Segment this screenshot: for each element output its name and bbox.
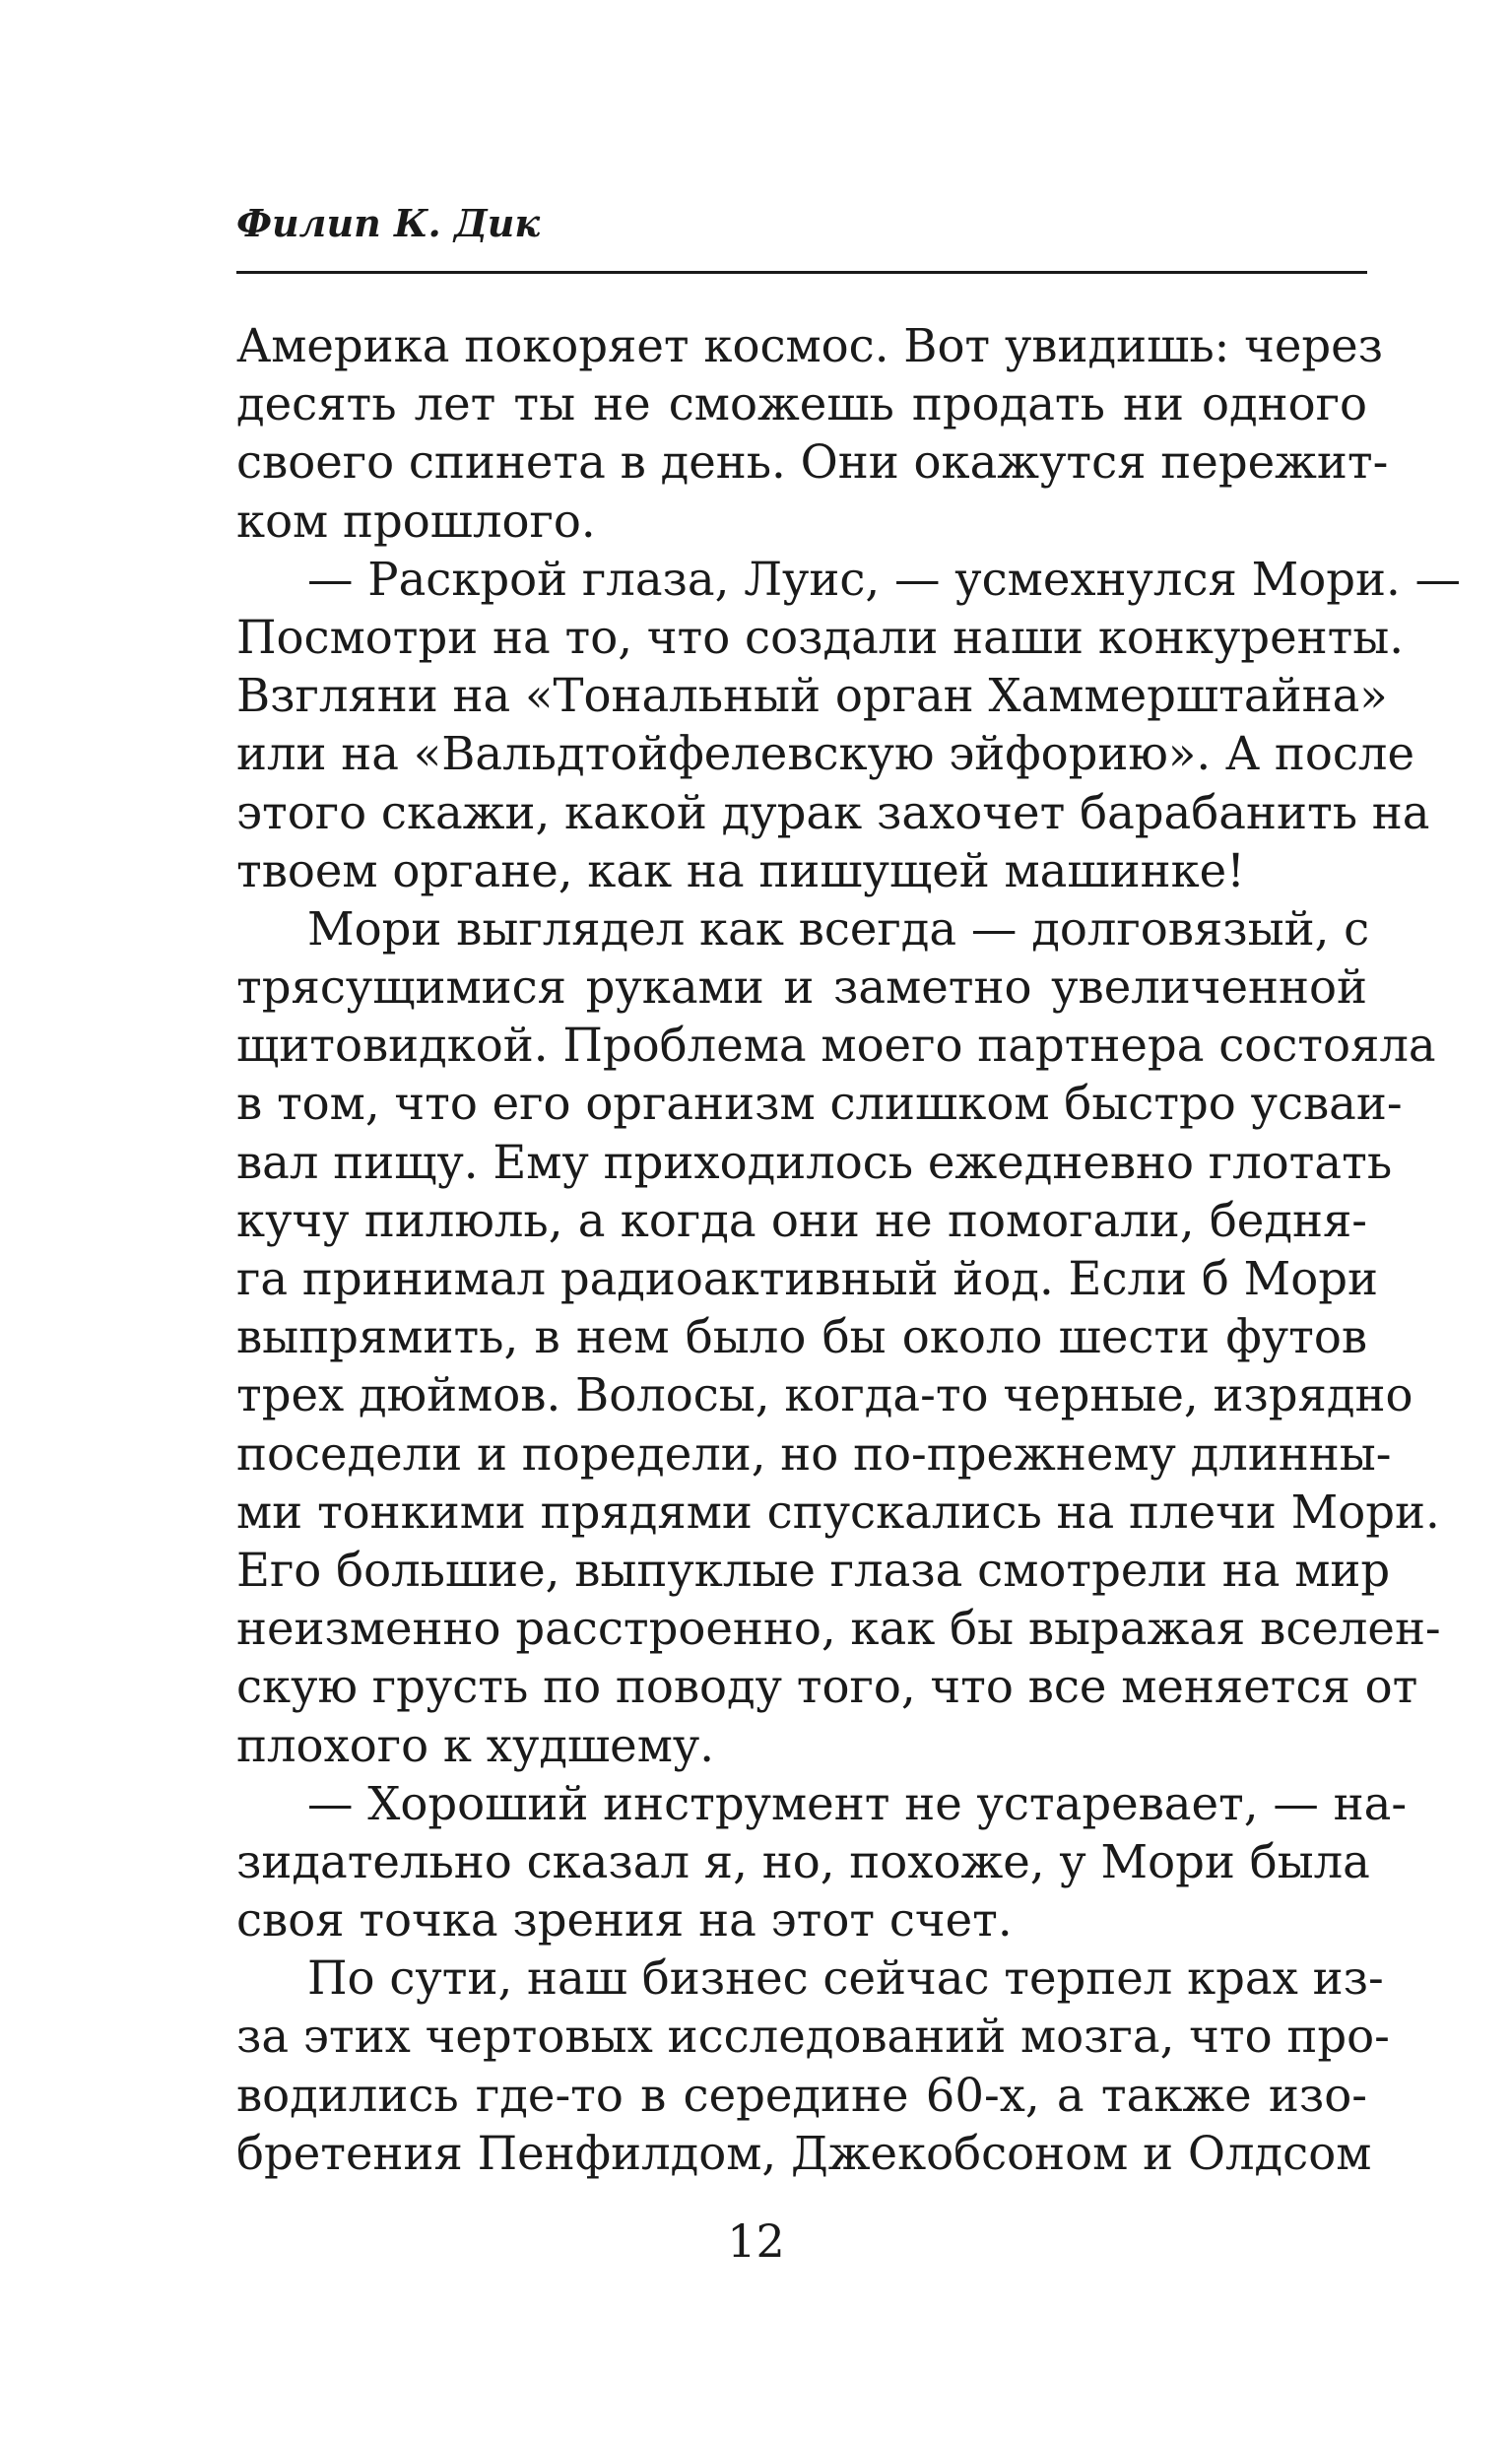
text-line: своего спинета в день. Они окажутся пережит-	[236, 435, 1389, 490]
text-line: кучу пилюль, а когда они не помогали, бедня-	[236, 1193, 1367, 1247]
text-line: неизменно расстроенно, как бы выражая вселен-	[236, 1602, 1441, 1656]
text-line: выпрямить, в нем было бы около шести футов	[236, 1310, 1367, 1364]
text-line: зидательно сказал я, но, похоже, у Мори была	[236, 1834, 1370, 1888]
text-line: ком прошлого.	[236, 494, 596, 548]
text-line: этого скажи, какой дурак захочет барабанить на	[236, 785, 1430, 839]
text-line: вал пищу. Ему приходилось ежедневно глотать	[236, 1135, 1393, 1189]
body-text	[236, 317, 1462, 2183]
text-line: ми тонкими прядями спускались на плечи Мори.	[236, 1485, 1440, 1539]
text-line: Америка покоряет космос. Вот увидишь: через	[236, 319, 1383, 372]
text-line: Мори выглядел как всегда — долговязый, с	[307, 901, 1370, 956]
text-line: — Раскрой глаза, Луис, — усмехнулся Мори. —	[307, 552, 1462, 606]
text-line: Посмотри на то, что создали наши конкуренты.	[236, 610, 1405, 664]
text-line: бретения Пенфилдом, Джекобсоном и Олдсом	[236, 2126, 1372, 2180]
text-line: трясущимися руками и заметно увеличенной	[236, 960, 1367, 1015]
page-number: 12	[727, 2214, 785, 2268]
text-line: щитовидкой. Проблема моего партнера состояла	[236, 1019, 1436, 1073]
text-line: скую грусть по поводу того, что все меняется от	[236, 1660, 1418, 1714]
text-line: десять лет ты не сможешь продать ни одного	[236, 377, 1367, 431]
text-line: Его большие, выпуклые глаза смотрели на мир	[236, 1543, 1391, 1597]
text-line: за этих чертовых исследований мозга, что про-	[236, 2010, 1390, 2064]
text-line: твоем органе, как на пишущей машинке!	[236, 843, 1245, 897]
text-line: — Хороший инструмент не устаревает, — на-	[307, 1776, 1408, 1830]
text-line: По сути, наш бизнес сейчас терпел крах из-	[307, 1951, 1384, 2006]
text-line: Взгляни на «Тональный орган Хаммерштайна»	[236, 669, 1388, 723]
running-head-author: Филип К. Дик	[236, 201, 541, 245]
text-line: или на «Вальдтойфелевскую эйфорию». А после	[236, 727, 1414, 781]
text-line: в том, что его организм слишком быстро усваи-	[236, 1077, 1403, 1131]
text-line: водились где-то в середине 60-х, а также изо-	[236, 2068, 1367, 2122]
header-rule	[236, 271, 1367, 274]
text-line: трех дюймов. Волосы, когда-то черные, изрядно	[236, 1368, 1413, 1422]
text-line: га принимал радиоактивный йод. Если б Мори	[236, 1252, 1379, 1305]
text-line: поседели и поредели, но по-прежнему длинны-	[236, 1426, 1392, 1481]
text-line: плохого к худшему.	[236, 1718, 715, 1772]
text-line: своя точка зрения на этот счет.	[236, 1893, 1013, 1948]
